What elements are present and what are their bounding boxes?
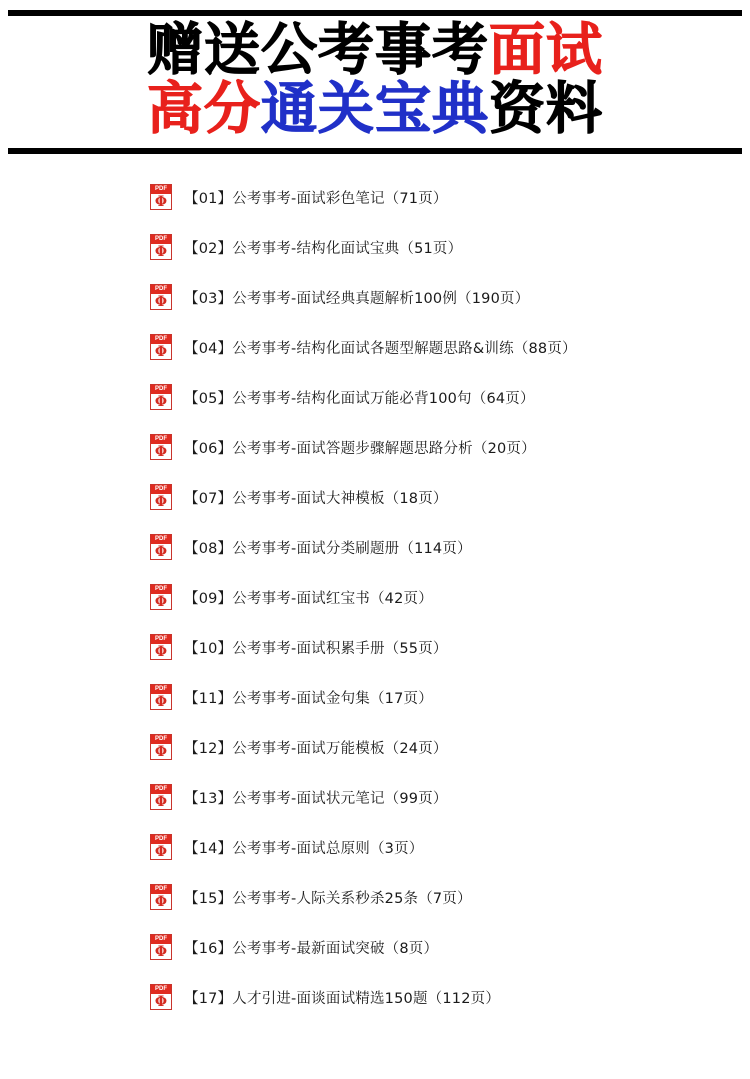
pdf-file-icon: PDF Φ [150,484,172,510]
list-item-label: 【17】人才引进-面谈面试精选150题（112页） [184,990,501,1007]
list-item-label: 【08】公考事考-面试分类刷题册（114页） [184,540,472,557]
pdf-file-icon: PDF Φ [150,534,172,560]
pdf-icon-label: PDF [155,386,167,393]
banner-line-2-segment-1: 高分 [147,77,261,143]
list-item[interactable] [150,772,750,822]
list-item[interactable] [150,872,750,922]
list-item[interactable] [150,322,750,372]
list-item[interactable] [150,472,750,522]
pdf-file-icon: PDF Φ [150,734,172,760]
document-page [0,10,750,1079]
banner-line-2-segment-2: 通关宝典 [261,77,489,143]
pdf-file-icon: PDF Φ [150,984,172,1010]
pdf-file-icon: PDF Φ [150,934,172,960]
pdf-icon-label: PDF [155,686,167,693]
list-item[interactable] [150,822,750,872]
pdf-file-icon: PDF Φ [150,884,172,910]
list-item-label: 【03】公考事考-面试经典真题解析100例（190页） [184,290,530,307]
pdf-file-icon: PDF Φ [150,184,172,210]
pdf-icon-label: PDF [155,786,167,793]
pdf-icon-label: PDF [155,436,167,443]
list-item[interactable] [150,572,750,622]
pdf-file-icon: PDF Φ [150,434,172,460]
pdf-file-icon: PDF Φ [150,584,172,610]
list-item-label: 【16】公考事考-最新面试突破（8页） [184,940,439,957]
pdf-file-icon: PDF Φ [150,834,172,860]
list-item-label: 【06】公考事考-面试答题步骤解题思路分析（20页） [184,440,536,457]
list-item[interactable] [150,922,750,972]
list-item[interactable] [150,222,750,272]
pdf-icon-label: PDF [155,286,167,293]
list-item-label: 【10】公考事考-面试积累手册（55页） [184,640,448,657]
pdf-icon-label: PDF [155,736,167,743]
pdf-file-icon: PDF Φ [150,634,172,660]
pdf-file-icon: PDF Φ [150,684,172,710]
pdf-icon-label: PDF [155,836,167,843]
pdf-icon-label: PDF [155,186,167,193]
list-item-label: 【05】公考事考-结构化面试万能必背100句（64页） [184,390,535,407]
pdf-file-icon: PDF Φ [150,784,172,810]
pdf-icon-label: PDF [155,636,167,643]
list-item-label: 【04】公考事考-结构化面试各题型解题思路&训练（88页） [184,340,577,357]
list-item-label: 【15】公考事考-人际关系秒杀25条（7页） [184,890,472,907]
pdf-icon-label: PDF [155,336,167,343]
list-item-label: 【07】公考事考-面试大神模板（18页） [184,490,448,507]
list-item-label: 【02】公考事考-结构化面试宝典（51页） [184,240,463,257]
banner-line-1-segment-2: 面试 [489,18,603,83]
pdf-file-icon: PDF Φ [150,234,172,260]
list-item[interactable] [150,672,750,722]
banner-line-2 [8,77,742,143]
pdf-icon-label: PDF [155,886,167,893]
list-item[interactable] [150,972,750,1022]
list-item[interactable] [150,372,750,422]
pdf-icon-label: PDF [155,236,167,243]
list-item-label: 【11】公考事考-面试金句集（17页） [184,690,433,707]
pdf-icon-label: PDF [155,486,167,493]
pdf-icon-label: PDF [155,986,167,993]
pdf-file-icon: PDF Φ [150,284,172,310]
list-item[interactable] [150,422,750,472]
list-item-label: 【13】公考事考-面试状元笔记（99页） [184,790,448,807]
banner-line-1 [8,18,742,83]
list-item-label: 【09】公考事考-面试红宝书（42页） [184,590,433,607]
pdf-file-icon: PDF Φ [150,334,172,360]
list-item[interactable] [150,272,750,322]
list-item-label: 【12】公考事考-面试万能模板（24页） [184,740,448,757]
pdf-icon-label: PDF [155,586,167,593]
banner-line-1-segment-1: 赠送公考事考 [147,18,489,83]
promo-banner [8,10,742,154]
resource-list [0,172,750,1022]
list-item-label: 【01】公考事考-面试彩色笔记（71页） [184,190,448,207]
banner-line-2-segment-3: 资料 [489,77,603,143]
list-item[interactable] [150,172,750,222]
list-item-label: 【14】公考事考-面试总原则（3页） [184,840,424,857]
list-item[interactable] [150,722,750,772]
pdf-icon-label: PDF [155,936,167,943]
list-item[interactable] [150,622,750,672]
pdf-icon-label: PDF [155,536,167,543]
pdf-file-icon: PDF Φ [150,384,172,410]
list-item[interactable] [150,522,750,572]
